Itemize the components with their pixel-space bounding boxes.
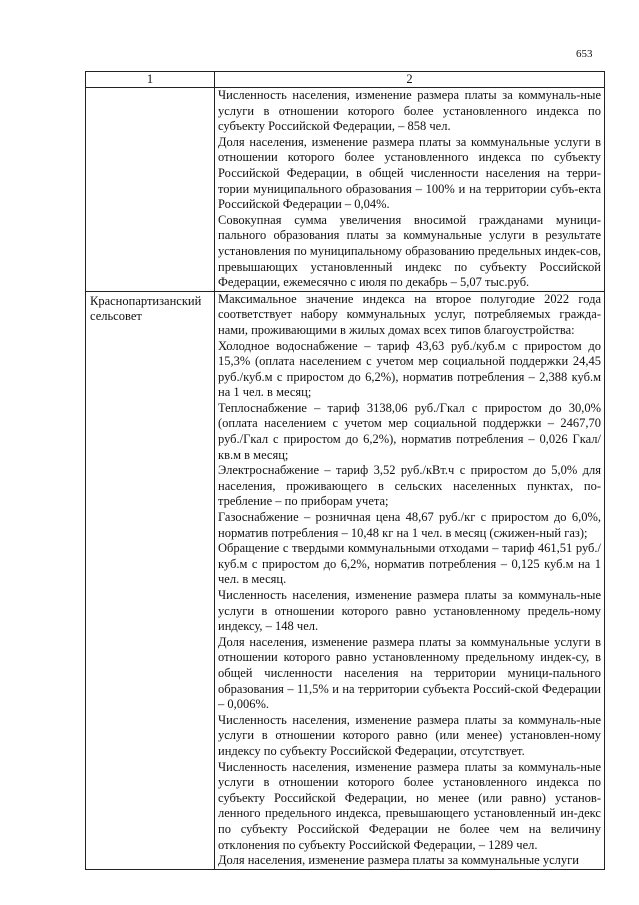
region-name: Краснопартизанский сельсовет [90, 293, 202, 324]
description-cell [215, 291, 605, 869]
region-cell [86, 291, 215, 869]
paragraph: Газоснабжение – розничная цена 48,67 руб./кг с приростом до 6,0%, норматив потребления – 10,48 кг на 1 чел. в месяц (сжижен-ный газ); [218, 510, 601, 540]
tariff-table [85, 71, 605, 870]
paragraph: Численность населения, изменение размера платы за коммуналь-ные услуги в отношении которого более установленного индекса по субъекту Российской Федерации, но менее (или равно) установ-ленного предельного индекса, превышающего установленный ин-декс по субъекту Российской Федерации не более чем на величину отклонения по субъекту Российской Федерации, – 1289 чел. [218, 759, 601, 852]
paragraph: Совокупная сумма увеличения вносимой гражданами муници-пального образования платы за коммунальные услуги в результате установления по муниципальному образованию предельных индек-сов, превышающих установленный индекс по субъекту Российской Федерации, ежемесячно с июля по декабрь – 5,07 тыс.руб. [218, 212, 601, 290]
description-cell [215, 88, 605, 292]
region-cell [86, 88, 215, 292]
paragraph: Численность населения, изменение размера платы за коммуналь-ные услуги в отношении которого равно (или менее) установлен-ному индексу по субъекту Российской Федерации, отсутствует. [218, 712, 601, 758]
paragraph: Максимальное значение индекса на второе полугодие 2022 года соответствует набору коммунальных услуг, потребляемых гражда-нами, проживающими в жилых домах всех типов благоустройства: [218, 291, 601, 337]
table-header-row [86, 72, 605, 88]
paragraph: Численность населения, изменение размера платы за коммуналь-ные услуги в отношении которого равно установленному предель-ному индексу, – 148 чел. [218, 588, 601, 634]
region-name [86, 88, 214, 90]
table-row [86, 291, 605, 869]
paragraph: Доля населения, изменение размера платы за коммунальные услуги в отношении которого более установленного индекса по субъекту Российской Федерации, в общей численности населения на терри-тории муниципального образования – 100% и на территории субъ-екта Российской Федерации – 0,04%. [218, 134, 601, 212]
paragraph: Численность населения, изменение размера платы за коммуналь-ные услуги в отношении которого более установленного индекса по субъекту Российской Федерации, – 858 чел. [218, 88, 601, 134]
paragraph: Электроснабжение – тариф 3,52 руб./кВт.ч с приростом до 5,0% для населения, проживающего в сельских населенных пунктах, по-требление – по приборам учета; [218, 463, 601, 509]
paragraph: Доля населения, изменение размера платы за коммунальные услуги [218, 853, 579, 868]
table-row [86, 88, 605, 292]
paragraph: Обращение с твердыми коммунальными отходами – тариф 461,51 руб./куб.м с приростом до 6,2%, норматив потребления – 0,125 куб.м на 1 чел. в месяц. [218, 541, 601, 587]
paragraph: Теплоснабжение – тариф 3138,06 руб./Гкал с приростом до 30,0% (оплата населением с учетом мер социальной поддержки – 2467,70 руб./Гкал с приростом до 6,2%), норматив потребления – 0,026 Гкал/кв.м в месяц; [218, 400, 601, 462]
page-number: 653 [576, 48, 593, 60]
header-col-2: 2 [215, 72, 605, 88]
paragraph: Доля населения, изменение размера платы за коммунальные услуги в отношении которого равно установленному предельному индек-су, в общей численности населения на территории муници-пального образования – 11,5% и на территории субъекта Россий-ской Федерации – 0,006%. [218, 634, 601, 712]
header-col-1: 1 [86, 72, 215, 88]
paragraph: Холодное водоснабжение – тариф 43,63 руб./куб.м с приростом до 15,3% (оплата населением с учетом мер социальной поддержки 24,45 руб./куб.м с приростом до 6,2%), норматив потребления – 2,388 куб.м на 1 чел. в месяц; [218, 338, 601, 400]
